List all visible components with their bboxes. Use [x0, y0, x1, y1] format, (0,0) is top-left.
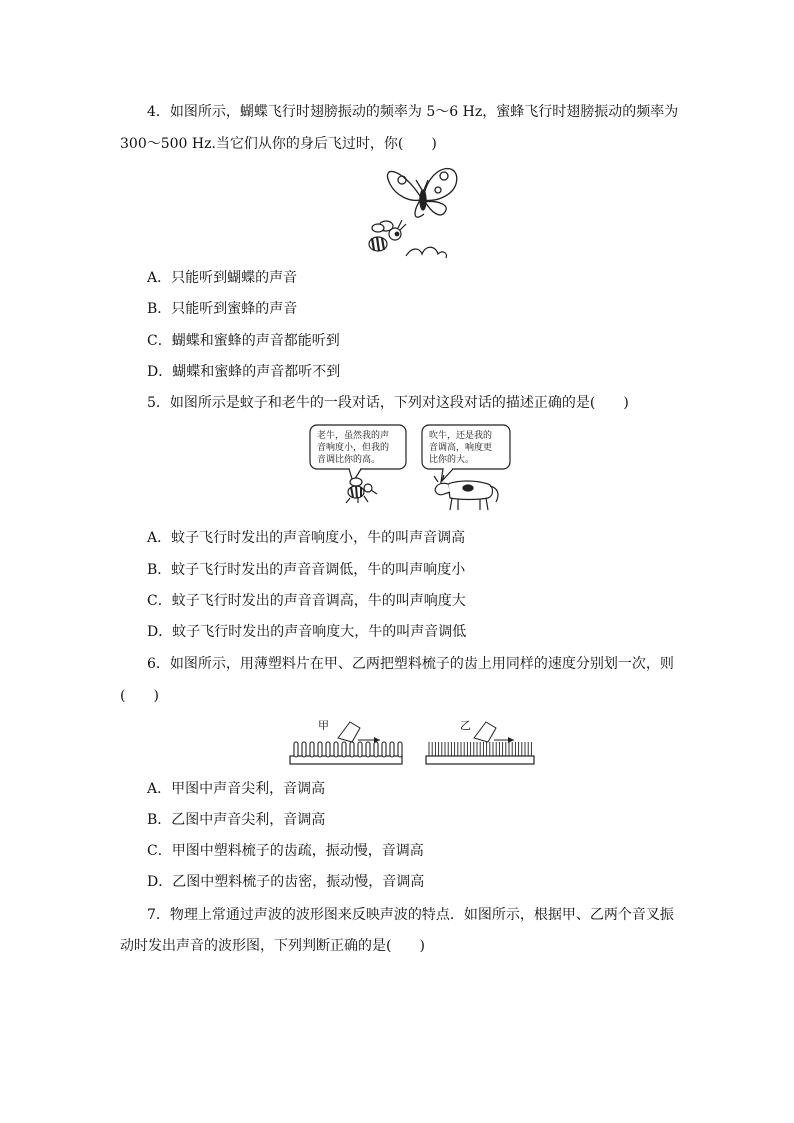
q6-stem-line1: 6．如图所示，用薄塑料片在甲、乙两把塑料梳子的齿上用同样的速度分别划一次，则 — [147, 656, 674, 672]
bubble-left-line2: 音响度小，但我的 — [317, 443, 390, 453]
q4-option-b: B．只能听到蜜蜂的声音 — [147, 301, 298, 317]
q6-option-c: C．甲图中塑料梳子的齿疏，振动慢，音调高 — [147, 843, 424, 859]
bubble-left-line3: 音调比你的高。 — [317, 455, 381, 465]
bee-icon — [369, 220, 406, 251]
bubble-right-line2: 音调高，响度更 — [429, 443, 493, 453]
bubble-right-line1: 吹牛，还是我的 — [429, 431, 493, 441]
ox-speech-bubble — [421, 424, 513, 470]
mosquito-speech-bubble — [309, 424, 409, 470]
bubble-left-line1: 老牛，虽然我的声 — [317, 431, 390, 441]
q6-option-d: D．乙图中塑料梳子的齿密，振动慢，音调高 — [147, 874, 425, 890]
bubble-right-line3: 比你的大。 — [429, 455, 475, 465]
comb-label-jia: 甲 — [318, 719, 329, 732]
q4-option-a: A．只能听到蝴蝶的声音 — [147, 270, 298, 286]
q6-option-b: B．乙图中声音尖利，音调高 — [147, 812, 326, 828]
comb-figure — [288, 712, 536, 768]
q7-stem-line1: 7．物理上常通过声波的波形图来反映声波的特点．如图所示，根据甲、乙两个音叉振 — [147, 907, 674, 923]
mosquito-icon — [342, 474, 378, 504]
ox-icon — [432, 472, 502, 512]
q5-option-b: B．蚊子飞行时发出的声音音调低，牛的叫声响度小 — [147, 562, 466, 578]
q5-option-c: C．蚊子飞行时发出的声音音调高，牛的叫声响度大 — [147, 593, 466, 609]
q5-option-a: A．蚊子飞行时发出的声音响度小，牛的叫声音调高 — [147, 530, 466, 546]
q4-option-d: D．蝴蝶和蜜蜂的声音都听不到 — [147, 364, 341, 380]
flower-icon — [406, 247, 446, 258]
q4-stem-line2: 300～500 Hz.当它们从你的身后飞过时，你( ) — [120, 136, 437, 152]
q6-stem-line2: ( ) — [120, 688, 159, 704]
comb-yi-icon — [426, 722, 534, 764]
q6-option-a: A．甲图中声音尖利，音调高 — [147, 781, 326, 797]
comb-jia-icon — [290, 722, 402, 764]
q4-stem-line1: 4．如图所示，蝴蝶飞行时翅膀振动的频率为 5～6 Hz，蜜蜂飞行时翅膀振动的频率为 — [147, 104, 679, 120]
q7-stem-line2: 动时发出声音的波形图，下列判断正确的是( ) — [120, 938, 425, 954]
comb-label-yi: 乙 — [460, 719, 471, 732]
butterfly-bee-figure — [362, 158, 468, 260]
q4-option-c: C．蝴蝶和蜜蜂的声音都能听到 — [147, 333, 340, 349]
q5-option-d: D．蚊子飞行时发出的声音响度大，牛的叫声音调低 — [147, 624, 467, 640]
q5-stem: 5．如图所示是蚊子和老牛的一段对话，下列对这段对话的描述正确的是( ) — [147, 395, 629, 411]
butterfly-icon — [387, 169, 456, 218]
